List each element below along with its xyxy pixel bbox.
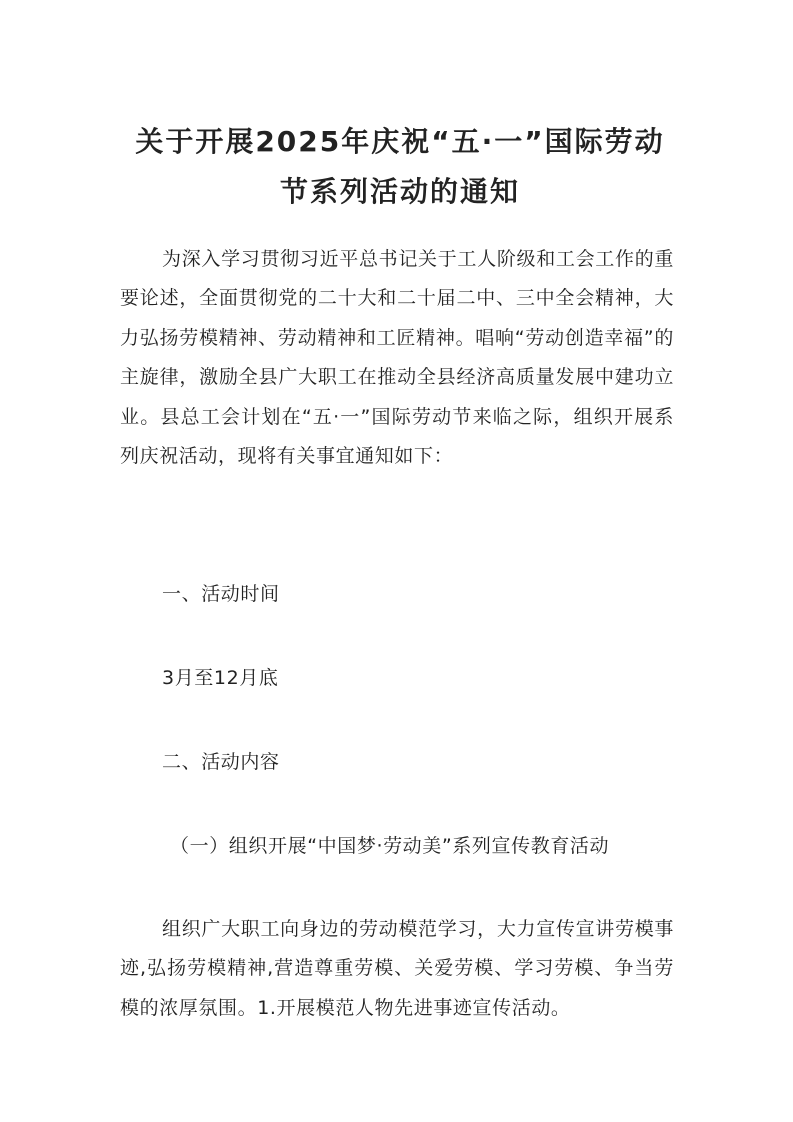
section-heading-activity-time: 一、活动时间 [162,583,280,605]
intro-paragraph: 为深入学习贯彻习近平总书记关于工人阶级和工会工作的重要论述，全面贯彻党的二十大和二十届二中、三中全会精神，大力弘扬劳模精神、劳动精神和工匠精神。唱响“劳动创造幸福”的主旋律，激励全县广大职工在推动全县经济高质量发展中建功立业。县总工会计划在“五·一”国际劳动节来临之际，组织开展系列庆祝活动，现将有关事宜通知如下： [120,248,674,468]
section-heading-activity-content: 二、活动内容 [162,751,280,773]
document-title-line-1: 关于开展2025年庆祝“五·一”国际劳动 [135,125,665,158]
activity-time-text: 3月至12月底 [162,667,279,689]
subsection-1-paragraph: 组织广大职工向身边的劳动模范学习，大力宣传宣讲劳模事迹,弘扬劳模精神,营造尊重劳模、关爱劳模、学习劳模、争当劳模的浓厚氛围。1.开展模范人物先进事迹宣传活动。 [120,918,674,1019]
document-title-line-2: 节系列活动的通知 [279,175,520,208]
subsection-heading-1: （一）组织开展“中国梦·劳动美”系列宣传教育活动 [170,835,610,857]
